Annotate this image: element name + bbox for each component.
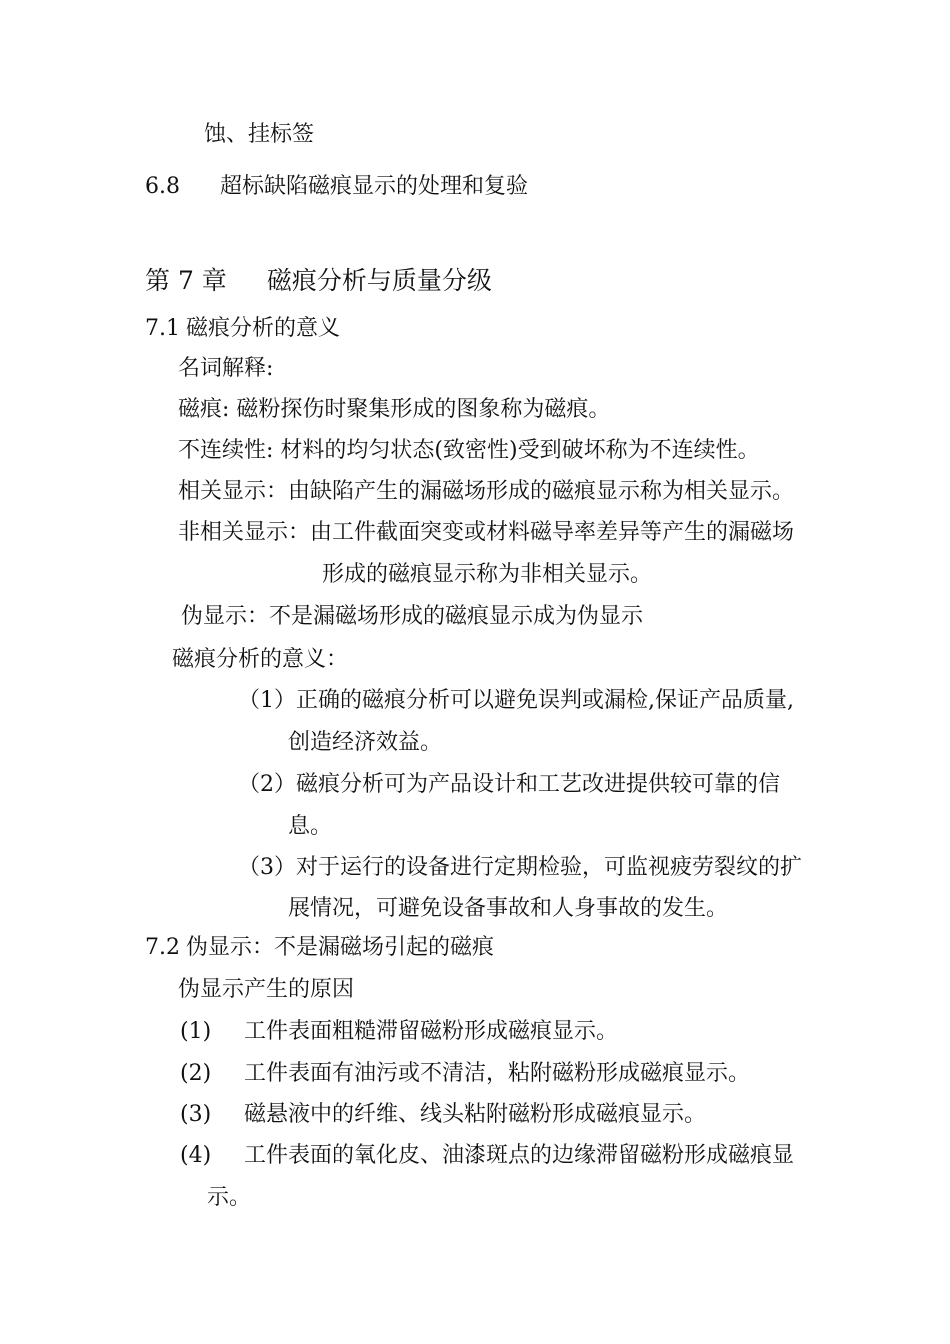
section-7-2: [145, 933, 494, 963]
section-title: 超标缺陷磁痕显示的处理和复验: [220, 174, 529, 199]
continuation-text: 蚀、挂标签: [204, 122, 315, 147]
list-item-continuation: 展情况，可避免设备事故和人身事故的发生。: [288, 896, 729, 921]
list-text: 正确的磁痕分析可以避免误判或漏检,保证产品质量,: [296, 688, 794, 713]
term-false-indication: 伪显示：不是漏磁场形成的磁痕显示成为伪显示: [181, 604, 644, 629]
section-title: 伪显示：不是漏磁场引起的磁痕: [186, 935, 495, 960]
list-marker: （3）: [238, 855, 296, 880]
chapter-label: 第 7 章: [145, 266, 227, 295]
chapter-heading: [145, 266, 492, 296]
list-marker: (3): [180, 1102, 212, 1127]
list-text: 对于运行的设备进行定期检验，可监视疲劳裂纹的扩: [296, 855, 803, 880]
chapter-title: 磁痕分析与质量分级: [266, 266, 492, 295]
list-marker: (4): [180, 1143, 212, 1168]
list-item: [180, 1059, 750, 1089]
term-relevant-indication: 相关显示：由缺陷产生的漏磁场形成的磁痕显示称为相关显示。: [178, 479, 795, 504]
term-nonrelevant-continuation: 形成的磁痕显示称为非相关显示。: [322, 562, 653, 587]
list-marker: （1）: [238, 688, 296, 713]
term-magnetic-trace: 磁痕: 磁粉探伤时聚集形成的图象称为磁痕。: [178, 397, 611, 422]
list-text: 工件表面的氧化皮、油漆斑点的边缘滞留磁粉形成磁痕显: [244, 1143, 795, 1168]
significance-heading: 磁痕分析的意义：: [172, 647, 349, 672]
list-item-continuation: 创造经济效益。: [288, 730, 443, 755]
section-7-1: [145, 314, 340, 344]
list-item-continuation: 息。: [288, 814, 333, 839]
list-item: [180, 1100, 706, 1130]
section-title: 磁痕分析的意义: [186, 316, 341, 341]
list-marker: (2): [180, 1061, 212, 1086]
terms-heading: 名词解释:: [178, 356, 274, 381]
section-6-8: [145, 172, 528, 202]
term-nonrelevant-indication: 非相关显示：由工件截面突变或材料磁导率差异等产生的漏磁场: [178, 520, 795, 545]
term-discontinuity: 不连续性: 材料的均匀状态(致密性)受到破坏称为不连续性。: [178, 438, 760, 463]
list-text: 工件表面粗糙滞留磁粉形成磁痕显示。: [244, 1019, 619, 1044]
list-item: [180, 1017, 618, 1047]
list-item: [180, 1141, 794, 1171]
section-number: 7.1: [145, 316, 180, 341]
list-text: 磁悬液中的纤维、线头粘附磁粉形成磁痕显示。: [244, 1102, 707, 1127]
section-number: 6.8: [145, 174, 180, 199]
list-item: [238, 770, 780, 800]
list-text: 磁痕分析可为产品设计和工艺改进提供较可靠的信: [296, 772, 781, 797]
list-item: [238, 686, 794, 716]
section-number: 7.2: [145, 935, 180, 960]
list-item-continuation: 示。: [207, 1185, 252, 1210]
list-marker: （2）: [238, 772, 296, 797]
list-item: [238, 853, 802, 883]
list-text: 工件表面有油污或不清洁，粘附磁粉形成磁痕显示。: [244, 1061, 751, 1086]
list-marker: (1): [180, 1019, 212, 1044]
causes-heading: 伪显示产生的原因: [178, 977, 355, 1002]
